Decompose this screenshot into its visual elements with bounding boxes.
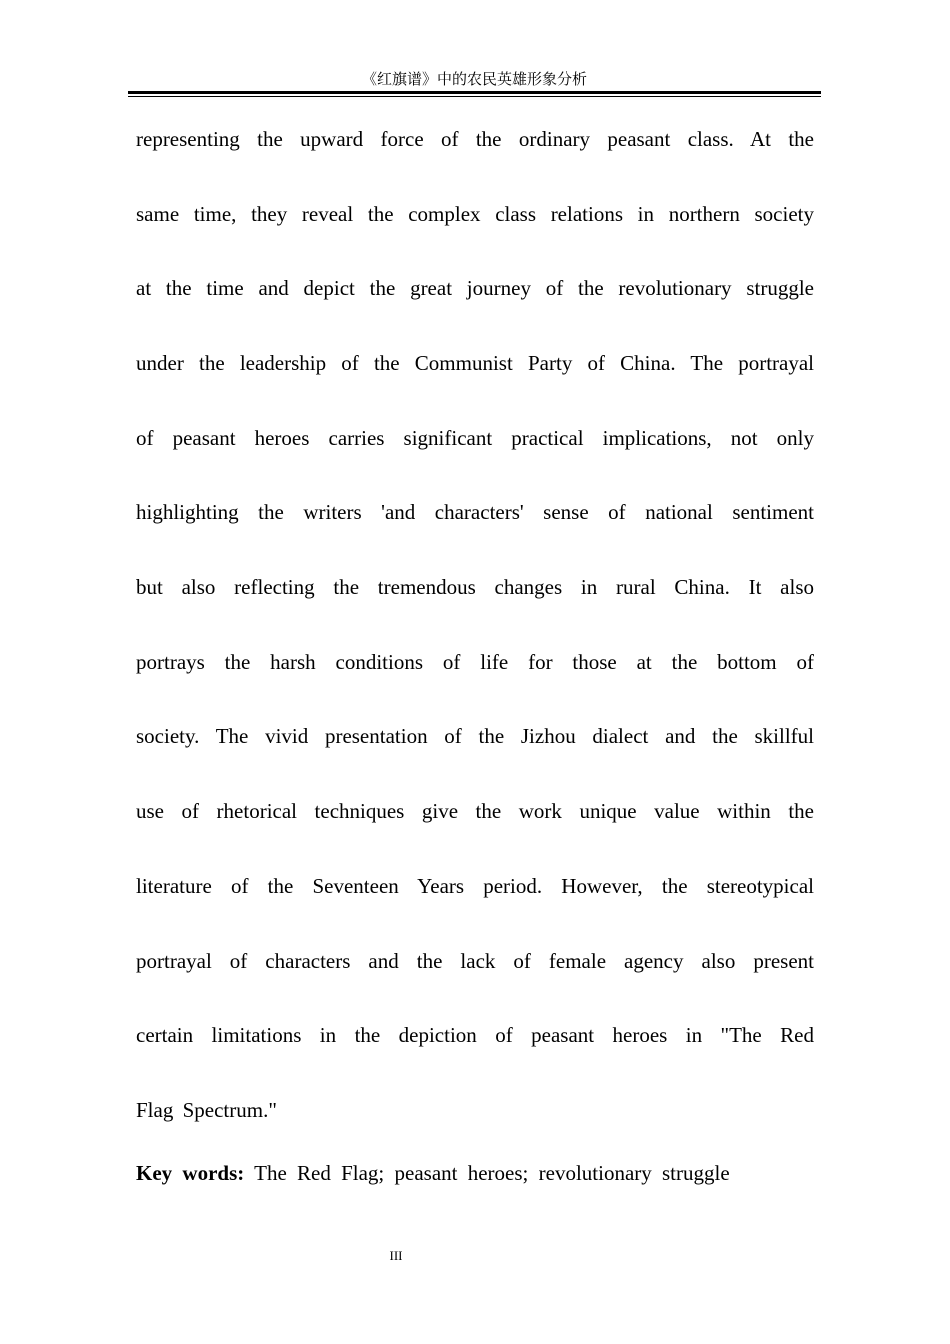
abstract-line: use of rhetorical techniques give the work unique value within the xyxy=(136,799,814,823)
abstract-line: but also reflecting the tremendous changes in rural China. It also xyxy=(136,575,814,599)
abstract-line: highlighting the writers 'and characters' sense of national sentiment xyxy=(136,500,814,524)
abstract-line: at the time and depict the great journey of the revolutionary struggle xyxy=(136,276,814,300)
keywords-line xyxy=(136,1159,730,1187)
abstract-line: same time, they reveal the complex class relations in northern society xyxy=(136,202,814,226)
abstract-line: representing the upward force of the ordinary peasant class. At the xyxy=(136,127,814,151)
abstract-line: portrays the harsh conditions of life for those at the bottom of xyxy=(136,650,814,674)
abstract-line: society. The vivid presentation of the Jizhou dialect and the skillful xyxy=(136,724,814,748)
header-title: 《红旗谱》中的农民英雄形象分析 xyxy=(361,70,587,88)
page-number: III xyxy=(389,1248,403,1263)
abstract-line: certain limitations in the depiction of peasant heroes in "The Red xyxy=(136,1023,814,1047)
keywords-text: The Red Flag; peasant heroes; revolutionary struggle xyxy=(254,1161,730,1185)
keywords-label: Key words: xyxy=(136,1161,245,1185)
abstract-line: of peasant heroes carries significant practical implications, not only xyxy=(136,426,814,450)
abstract-line: literature of the Seventeen Years period. However, the stereotypical xyxy=(136,874,814,898)
header-rule-thin xyxy=(128,96,821,97)
abstract-line: Flag Spectrum." xyxy=(136,1098,277,1122)
abstract-line: portrayal of characters and the lack of female agency also present xyxy=(136,949,814,973)
header-rule-thick xyxy=(128,91,821,94)
abstract-line: under the leadership of the Communist Party of China. The portrayal xyxy=(136,351,814,375)
